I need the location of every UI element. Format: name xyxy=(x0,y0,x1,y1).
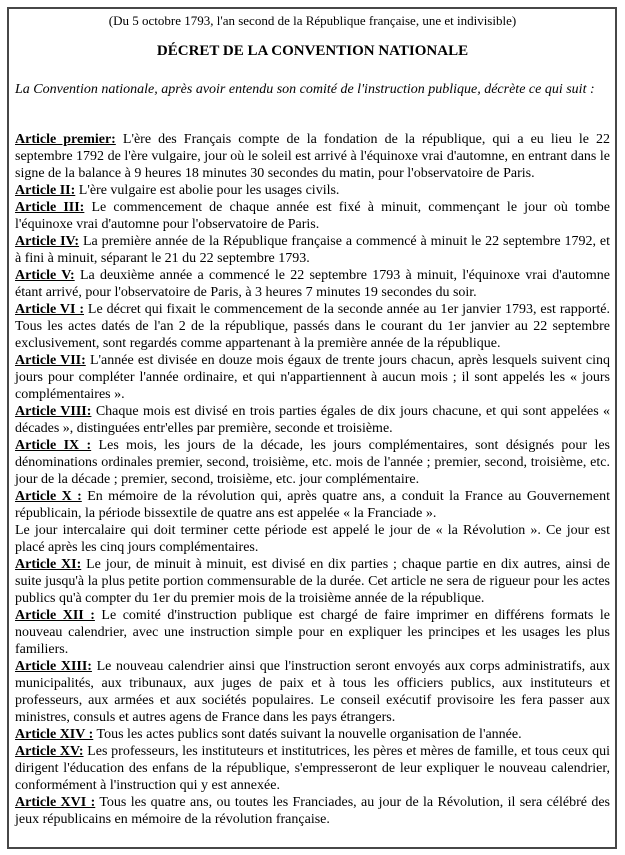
document-sheet xyxy=(7,7,617,849)
article-text: Les mois, les jours de la décade, les jours complémentaires, sont désignés pour les dénominations ordinales premier, second, troisième, etc. mois de l'année ; premier, second, troisième, etc. jour de la décade ; premier, second, troisième, etc. jour complémentaire. xyxy=(15,438,610,487)
article-paragraph xyxy=(15,726,610,743)
article-label: Article IX : xyxy=(15,438,92,453)
document-title: DÉCRET DE LA CONVENTION NATIONALE xyxy=(156,43,469,59)
article-text: Chaque mois est divisé en trois parties égales de dix jours chacune, et qui sont appelées « décades », distinguées entr'elles par première, seconde et troisième. xyxy=(15,404,611,436)
article-paragraph xyxy=(15,182,610,199)
article-text: La deuxième année a commencé le 22 septembre 1793 à minuit, l'équinoxe vrai d'automne étant arrivé, pour l'observatoire de Paris, à 3 heures 7 minutes 19 secondes du soir. xyxy=(15,268,610,300)
article-paragraph xyxy=(15,301,610,352)
article-label: Article III: xyxy=(15,200,85,215)
article-text: Le commencement de chaque année est fixé à minuit, commençant le jour où tombe l'équinoxe vrai d'automne pour l'observatoire de Paris. xyxy=(15,200,611,232)
article-text: Le nouveau calendrier ainsi que l'instruction seront envoyés aux corps administratifs, aux municipalités, aux tribunaux, aux juges de paix et à tous les officiers publics, aux instituteurs et professeurs, aux armées et aux sociétés populaires. Le conseil exécutif provisoire les fera passer aux ministres, consuls et autres agens de France dans les pays étrangers. xyxy=(15,659,611,725)
article-label: Article VII: xyxy=(15,353,86,368)
article-label: Article VI : xyxy=(15,302,84,317)
article-label: Article XIII: xyxy=(15,659,92,674)
document-dateline: (Du 5 octobre 1793, l'an second de la République française, une et indivisible) xyxy=(108,13,517,28)
article-label: Article premier: xyxy=(15,132,116,147)
article-text: L'ère des Français compte de la fondation de la république, qui a eu lieu le 22 septembre 1792 de l'ère vulgaire, jour où le soleil est arrivé à l'équinoxe vrai d'automne, en entrant dans le signe de la balance à 9 heures 18 minutes 30 secondes du matin, pour l'observatoire de Paris. xyxy=(15,132,611,181)
article-paragraph xyxy=(15,658,610,726)
document-preamble: La Convention nationale, après avoir entendu son comité de l'instruction publique, décrète ce qui suit : xyxy=(15,82,595,97)
article-text: Les professeurs, les instituteurs et institutrices, les pères et mères de famille, et tous ceux qui dirigent l'éducation des enfans de la république, s'empresseront de leur expliquer le nouveau calendrier, conformément à l'instruction qui y est annexée. xyxy=(15,744,611,793)
article-text: L'année est divisée en douze mois égaux de trente jours chacun, après lesquels suivent cinq jours pour compléter l'année ordinaire, et qui n'appartiennent à aucun mois ; il sont appelés les « jours complémentaires ». xyxy=(15,353,610,402)
article-paragraph xyxy=(15,488,610,522)
article-text: Le comité d'instruction publique est chargé de faire imprimer en différens formats le nouveau calendrier, avec une instruction simple pour en expliquer les principes et les usages les plus familiers. xyxy=(15,608,610,657)
article-text: Tous les quatre ans, ou toutes les Franciades, au jour de la Révolution, il sera célébré des jeux républicains en mémoire de la révolution française. xyxy=(15,795,611,827)
article-paragraph xyxy=(15,522,610,556)
article-text: Tous les actes publics sont datés suivant la nouvelle organisation de l'année. xyxy=(96,727,522,742)
article-text: La première année de la République française a commencé à minuit le 22 septembre 1792, et à fini à minuit, séparant le 21 du 22 septembre 1793. xyxy=(15,234,610,266)
article-paragraph xyxy=(15,233,610,267)
article-paragraph xyxy=(15,794,610,828)
article-label: Article V: xyxy=(15,268,75,283)
article-paragraph xyxy=(15,743,610,794)
article-paragraph xyxy=(15,437,610,488)
article-paragraph xyxy=(15,556,610,607)
article-paragraph xyxy=(15,403,610,437)
article-paragraph xyxy=(15,199,610,233)
article-text: En mémoire de la révolution qui, après quatre ans, a conduit la France au Gouvernement républicain, la période bissextile de quatre ans est appelée « la Franciade ». xyxy=(15,489,611,521)
article-text: Le jour intercalaire qui doit terminer cette période est appelé le jour de « la Révolution ». Ce jour est placé après les cinq jours complémentaires. xyxy=(15,523,610,555)
article-label: Article IV: xyxy=(15,234,80,249)
article-text: Le décret qui fixait le commencement de la seconde année au 1er janvier 1793, est rapporté. Tous les actes datés de l'an 2 de la république, passés dans le courant du 1er janvier au 22 septembre exclusivement, sont regardés comme appartenant à la première année de la république. xyxy=(15,302,610,351)
article-label: Article XI: xyxy=(15,557,82,572)
article-label: Article II: xyxy=(15,183,76,198)
article-label: Article XII : xyxy=(15,608,95,623)
article-label: Article XV: xyxy=(15,744,84,759)
article-label: Article VIII: xyxy=(15,404,92,419)
article-paragraph xyxy=(15,607,610,658)
article-paragraph xyxy=(15,352,610,403)
article-text: Le jour, de minuit à minuit, est divisé en dix parties ; chaque partie en dix autres, ainsi de suite jusqu'à la plus petite portion commensurable de la durée. Cet article ne sera de rigueur pour les actes publics qu'à compter du 1er du premier mois de la troisième année de la république. xyxy=(15,557,611,606)
article-label: Article X : xyxy=(15,489,82,504)
article-paragraph xyxy=(15,131,610,182)
article-label: Article XVI : xyxy=(15,795,96,810)
article-label: Article XIV : xyxy=(15,727,94,742)
article-text: L'ère vulgaire est abolie pour les usages civils. xyxy=(78,183,340,198)
article-paragraph xyxy=(15,267,610,301)
articles-list xyxy=(15,131,610,828)
